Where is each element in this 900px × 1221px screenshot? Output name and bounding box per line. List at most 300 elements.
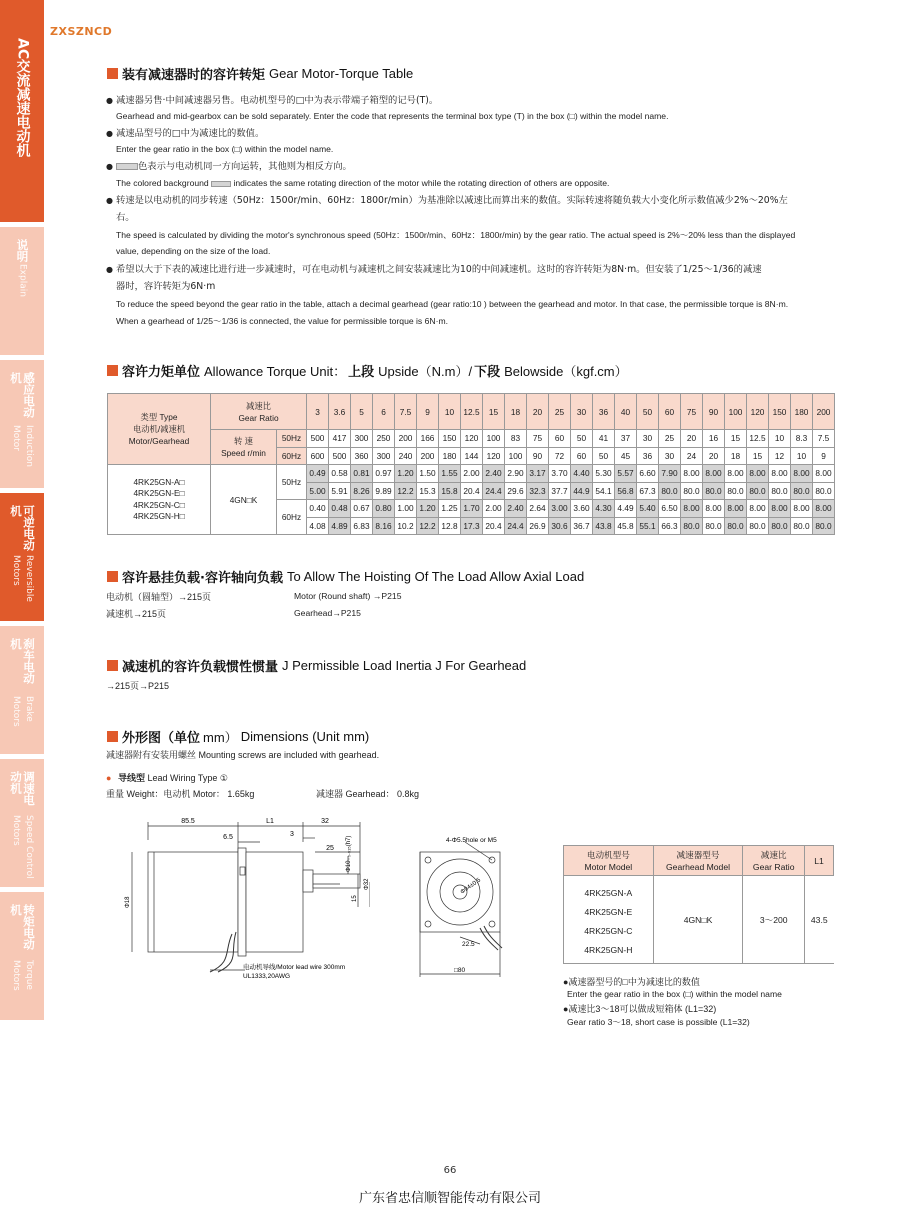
model-name: 4RK25GN-C□ <box>133 499 185 510</box>
t60-nm-cell: 2.40 <box>505 500 527 518</box>
speed-60-cell: 45 <box>615 447 637 465</box>
sidebar-item-label: 刹车电动机 <box>9 638 36 684</box>
dim-6-5: 6.5 <box>223 834 233 841</box>
speed-50-cell: 150 <box>439 430 461 448</box>
model-name: 4RK25GN-A□ <box>133 476 185 487</box>
speed-header <box>211 430 277 465</box>
speed-60-cell: 10 <box>791 447 813 465</box>
note-5-en-1: To reduce the speed beyond the gear ratio in the table, attach a decimal gearhead (gear ratio:10 ) between the gearhead and motor. In that case, the permissible torque is 8N·m. <box>116 299 789 309</box>
speed-60-cell: 18 <box>725 447 747 465</box>
t50-nm-cell: 0.49 <box>307 465 329 483</box>
sidebar-item-label: 感应电动机 <box>9 372 36 418</box>
speed-60-cell: 360 <box>351 447 373 465</box>
note-1-cn: 减速器另售·中间减速器另售。电动机型号的□中为表示带端子箱型的记号(T)。 <box>116 95 439 106</box>
speed-50-cell: 200 <box>395 430 417 448</box>
t50-nm-cell: 2.00 <box>461 465 483 483</box>
header-cn: 电动机型号 <box>586 849 630 860</box>
speed-50-cell: 50 <box>571 430 593 448</box>
t50-nm-cell: 3.17 <box>527 465 549 483</box>
section-title-en: Dimensions (Unit mm) <box>240 729 370 744</box>
t50-nm-cell: 8.00 <box>747 465 769 483</box>
speed-60-cell: 300 <box>373 447 395 465</box>
section-marker-icon <box>107 365 118 376</box>
t50-nm-cell: 8.00 <box>681 465 703 483</box>
t60-nm-cell: 2.00 <box>483 500 505 518</box>
t50-nm-cell: 8.00 <box>813 465 835 483</box>
mounting-note: 减速器附有安装用螺丝 Mounting screws are included with gearhead. <box>106 750 380 760</box>
bullet-icon: ● <box>106 265 113 274</box>
t60-kgf-cell: 4.08 <box>307 517 329 535</box>
section-marker-icon <box>107 660 118 671</box>
type-header-cn: 类型 Type <box>140 412 178 422</box>
speed-60-cell: 15 <box>747 447 769 465</box>
speed-50-cell: 16 <box>703 430 725 448</box>
speed-50-cell: 250 <box>373 430 395 448</box>
speed-header-cn: 转 速 <box>234 436 253 446</box>
t50-nm-cell: 5.30 <box>593 465 615 483</box>
t50-kgf-cell: 37.7 <box>549 482 571 500</box>
gear-ratio-cell: 100 <box>725 394 747 430</box>
model-name: 4RK25GN-H <box>584 944 633 955</box>
t50-nm-cell: 4.40 <box>571 465 593 483</box>
sidebar-item-speed-control-motors[interactable] <box>0 759 44 887</box>
section-title-en: Gear Motor-Torque Table <box>269 66 414 81</box>
t60-nm-cell: 1.00 <box>395 500 417 518</box>
speed-50-cell: 12.5 <box>747 430 769 448</box>
t50-kgf-cell: 9.89 <box>373 482 395 500</box>
gear-ratio-cell: 18 <box>505 394 527 430</box>
hz60-torque-label: 60Hz <box>277 500 307 535</box>
column-header: L1 <box>805 846 834 876</box>
speed-50-cell: 37 <box>615 430 637 448</box>
sidebar-item-label: 可逆电动机 <box>9 505 36 551</box>
gear-ratio-cell: 120 <box>747 394 769 430</box>
t60-nm-cell: 8.00 <box>725 500 747 518</box>
gear-ratio-cell: 200 <box>813 394 835 430</box>
t50-kgf-cell: 15.8 <box>439 482 461 500</box>
hz50-torque-label: 50Hz <box>277 465 307 500</box>
section-title-cn: 装有减速器时的容许转矩 <box>122 68 266 83</box>
pcd-label: Φ94±0.5 <box>459 877 483 896</box>
t50-nm-cell: 1.55 <box>439 465 461 483</box>
t60-nm-cell: 0.40 <box>307 500 329 518</box>
t60-nm-cell: 1.20 <box>417 500 439 518</box>
dim-shaft-dia: Φ10₋₀.₀₁₅(h7) <box>346 835 352 872</box>
t60-kgf-cell: 45.8 <box>615 517 637 535</box>
speed-50-cell: 100 <box>483 430 505 448</box>
dim-phi-18: Φ18 <box>125 896 131 908</box>
gear-ratio-cell: 30 <box>571 394 593 430</box>
t50-kgf-cell: 5.00 <box>307 482 329 500</box>
gear-ratio-cell: 150 <box>769 394 791 430</box>
dim-phi-32: Φ32 <box>364 878 370 890</box>
hz50-speed-label: 50Hz <box>277 430 307 448</box>
speed-50-cell: 75 <box>527 430 549 448</box>
t60-kgf-cell: 80.0 <box>769 517 791 535</box>
header-cn: 减速器型号 <box>676 849 720 860</box>
t60-kgf-cell: 80.0 <box>703 517 725 535</box>
note-2-en: Enter the gear ratio in the box (□) within the model name. <box>116 144 334 154</box>
section-marker-icon <box>107 731 118 742</box>
lead-type-cn: 导线型 <box>117 773 145 783</box>
lead-wire-label: 电动机导线/Motor lead wire 300mm <box>243 964 346 971</box>
note-4-cn-2: 右。 <box>116 212 135 223</box>
dim-32: 32 <box>321 818 329 825</box>
brand-logo: ZXSZNCD <box>50 25 113 38</box>
note-5-cn-2: 器时，容许转矩为6N·m <box>116 281 216 292</box>
sidebar-item-sublabel: Torque Motors <box>11 960 34 991</box>
t50-nm-cell: 0.58 <box>329 465 351 483</box>
section-title-torque <box>107 64 413 83</box>
t50-kgf-cell: 29.6 <box>505 482 527 500</box>
speed-50-cell: 30 <box>637 430 659 448</box>
gearhead-ref-cn: 减速机→215页 <box>106 609 167 619</box>
t50-nm-cell: 2.90 <box>505 465 527 483</box>
note-gear-ratio-en: Enter the gear ratio in the box (□) within the model name <box>567 989 782 999</box>
t50-nm-cell: 8.00 <box>791 465 813 483</box>
section-title-cn: 容许力矩单位 <box>122 365 201 380</box>
gear-ratio-cell: 60 <box>659 394 681 430</box>
t60-kgf-cell: 30.6 <box>549 517 571 535</box>
t50-kgf-cell: 80.0 <box>791 482 813 500</box>
note-4-en-2: value, depending on the size of the load. <box>116 246 271 256</box>
speed-60-cell: 30 <box>659 447 681 465</box>
note-short-case-cn: ●减速比3～18可以做成短箱体 (L1=32) <box>563 1004 717 1014</box>
t60-nm-cell: 0.48 <box>329 500 351 518</box>
page-number: 66 <box>443 1165 457 1176</box>
t60-kgf-cell: 80.0 <box>725 517 747 535</box>
motor-ref-cn: 电动机（圆轴型）→215页 <box>106 592 212 602</box>
sidebar-item-sublabel: Speed Control Motors <box>11 815 34 879</box>
gearhead-ref-en: Gearhead→P215 <box>294 608 361 618</box>
speed-50-cell: 300 <box>351 430 373 448</box>
model-name: 4RK25GN-C <box>584 925 633 936</box>
company-name: 广东省忠信顺智能传动有限公司 <box>358 1191 541 1206</box>
header-en: Gear Ratio <box>752 861 795 872</box>
sidebar-main-tab[interactable] <box>0 0 44 222</box>
type-header-en: Motor/Gearhead <box>128 436 190 446</box>
t60-nm-cell: 4.30 <box>593 500 615 518</box>
speed-50-cell: 20 <box>681 430 703 448</box>
t60-kgf-cell: 8.16 <box>373 517 395 535</box>
model-name: 4RK25GN-H□ <box>133 511 185 521</box>
speed-60-cell: 36 <box>637 447 659 465</box>
lead-wire-spec: UL1333,20AWG <box>243 973 291 980</box>
section-title-cn: 减速机的容许负载惯性惯量 <box>122 660 279 675</box>
t50-nm-cell: 0.81 <box>351 465 373 483</box>
t50-nm-cell: 5.57 <box>615 465 637 483</box>
note-5-en-2: When a gearhead of 1/25～1/36 is connected, the value for permissible torque is 6N·m. <box>116 316 448 326</box>
section-title-cn: 容许悬挂负载·容许轴向负载 <box>122 571 283 586</box>
t50-kgf-cell: 15.3 <box>417 482 439 500</box>
speed-50-cell: 60 <box>549 430 571 448</box>
dim-3: 3 <box>290 831 294 838</box>
t50-kgf-cell: 44.9 <box>571 482 593 500</box>
note-3-cn <box>116 160 836 173</box>
gear-ratio-cell: 9 <box>417 394 439 430</box>
t60-kgf-cell: 17.3 <box>461 517 483 535</box>
speed-50-cell: 41 <box>593 430 615 448</box>
note-3-en-a: The colored background <box>116 178 209 188</box>
header-en: Gearhead Model <box>666 861 731 872</box>
sidebar-item-sublabel: Reversible Motors <box>11 554 34 602</box>
t50-kgf-cell: 8.26 <box>351 482 373 500</box>
hz60-speed-label: 60Hz <box>277 447 307 465</box>
note-1-en: Gearhead and mid-gearbox can be sold separately. Enter the code that represents the terminal box type (T) in the box (□) within the model name. <box>116 111 669 121</box>
gear-ratio-cell: 180 <box>791 394 813 430</box>
sidebar-item-induction-motor[interactable] <box>0 360 44 488</box>
type-header <box>108 394 211 465</box>
t50-kgf-cell: 24.4 <box>483 482 505 500</box>
inertia-ref: →215页→P215 <box>106 681 170 691</box>
section-title-mm: mm） <box>203 730 238 745</box>
note-2-cn: 减速品型号的□中为减速比的数值。 <box>116 128 265 139</box>
speed-60-cell: 600 <box>307 447 329 465</box>
t50-kgf-cell: 80.0 <box>659 482 681 500</box>
speed-50-cell: 500 <box>307 430 329 448</box>
t50-kgf-cell: 12.2 <box>395 482 417 500</box>
speed-60-cell: 144 <box>461 447 483 465</box>
t50-kgf-cell: 54.1 <box>593 482 615 500</box>
t60-nm-cell: 3.00 <box>549 500 571 518</box>
gear-ratio-cell: 25 <box>549 394 571 430</box>
t50-kgf-cell: 32.3 <box>527 482 549 500</box>
t60-kgf-cell: 43.8 <box>593 517 615 535</box>
t60-kgf-cell: 66.3 <box>659 517 681 535</box>
sidebar-item-label: 调速电动机 <box>9 771 36 806</box>
ratio-header <box>211 394 307 430</box>
speed-60-cell: 60 <box>571 447 593 465</box>
column-header <box>564 846 654 876</box>
motor-weight: 重量 Weight：电动机 Motor： 1.65kg <box>106 789 255 799</box>
speed-50-cell: 25 <box>659 430 681 448</box>
side-view-drawing <box>100 812 370 987</box>
t60-kgf-cell: 6.83 <box>351 517 373 535</box>
gear-ratio-cell: 10 <box>439 394 461 430</box>
lead-type-en: Lead Wiring Type ① <box>147 773 228 783</box>
t50-nm-cell: 2.40 <box>483 465 505 483</box>
t50-kgf-cell: 67.3 <box>637 482 659 500</box>
upside-label-en: Upside（N.m）/ <box>378 364 473 379</box>
bullet-icon: ● <box>106 96 113 105</box>
l1-cell: 43.5 <box>805 876 834 964</box>
section-marker-icon <box>107 68 118 79</box>
gear-ratio-cell: 12.5 <box>461 394 483 430</box>
sidebar-item-brake-motors[interactable] <box>0 626 44 754</box>
t60-kgf-cell: 36.7 <box>571 517 593 535</box>
t60-kgf-cell: 24.4 <box>505 517 527 535</box>
front-view-drawing <box>410 832 520 982</box>
model-table <box>563 845 834 964</box>
gear-ratio-cell: 7.5 <box>395 394 417 430</box>
speed-header-en: Speed r/min <box>221 448 266 458</box>
table-row <box>564 846 834 876</box>
speed-60-cell: 12 <box>769 447 791 465</box>
t50-kgf-cell: 5.91 <box>329 482 351 500</box>
sidebar-item-label: 说明 <box>15 239 30 262</box>
t50-nm-cell: 8.00 <box>703 465 725 483</box>
gear-ratio-cell: 90 <box>703 394 725 430</box>
speed-60-cell: 72 <box>549 447 571 465</box>
gearhead-weight: 减速器 Gearhead： 0.8kg <box>316 789 420 799</box>
section-title-allowance <box>107 361 628 380</box>
t60-nm-cell: 0.67 <box>351 500 373 518</box>
model-name: 4RK25GN-E <box>584 906 633 917</box>
t50-kgf-cell: 80.0 <box>681 482 703 500</box>
gearhead-model-cell: 4GN□K <box>653 876 743 964</box>
section-title-en: J Permissible Load Inertia J For Gearhead <box>282 658 527 673</box>
t50-nm-cell: 1.20 <box>395 465 417 483</box>
t60-kgf-cell: 12.8 <box>439 517 461 535</box>
t60-nm-cell: 1.70 <box>461 500 483 518</box>
note-3-cn-text: 色表示与电动机同一方向运转，其他则为相反方向。 <box>138 161 352 172</box>
model-name: 4RK25GN-E□ <box>133 488 185 498</box>
header-en: Motor Model <box>584 861 633 872</box>
speed-60-cell: 180 <box>439 447 461 465</box>
sidebar-item-sublabel: Induction Motor <box>11 425 34 468</box>
shade-swatch <box>211 181 231 187</box>
t50-kgf-cell: 80.0 <box>769 482 791 500</box>
t50-kgf-cell: 80.0 <box>703 482 725 500</box>
t60-nm-cell: 6.50 <box>659 500 681 518</box>
speed-50-cell: 417 <box>329 430 351 448</box>
t50-kgf-cell: 80.0 <box>813 482 835 500</box>
speed-60-cell: 100 <box>505 447 527 465</box>
motor-model-cell <box>564 876 654 964</box>
speed-50-cell: 166 <box>417 430 439 448</box>
t50-nm-cell: 8.00 <box>769 465 791 483</box>
gear-ratio-cell: 3.6 <box>329 394 351 430</box>
type-header-cn2: 电动机/减速机 <box>132 424 186 434</box>
gear-ratio-cell: 15 <box>483 394 505 430</box>
t50-nm-cell: 7.90 <box>659 465 681 483</box>
t50-nm-cell: 6.60 <box>637 465 659 483</box>
dim-22-5: 22.5 <box>462 941 475 948</box>
t60-nm-cell: 0.80 <box>373 500 395 518</box>
t60-nm-cell: 8.00 <box>703 500 725 518</box>
gear-ratio-cell: 40 <box>615 394 637 430</box>
t60-nm-cell: 8.00 <box>791 500 813 518</box>
speed-50-cell: 7.5 <box>813 430 835 448</box>
speed-60-cell: 50 <box>593 447 615 465</box>
t60-nm-cell: 8.00 <box>813 500 835 518</box>
section-title-cn: 外形图（单位 <box>122 731 201 746</box>
sidebar-item-explain[interactable] <box>0 227 44 355</box>
dim-85-5: 85.5 <box>181 818 195 825</box>
t60-nm-cell: 8.00 <box>681 500 703 518</box>
note-4-cn-1: 转速是以电动机的同步转速（50Hz：1500r/min、60Hz：1800r/min）为基准除以减速比而算出来的数值。实际转速将随负载大小变化所示数值减少2%～20%左 <box>116 195 788 206</box>
t60-nm-cell: 8.00 <box>747 500 769 518</box>
table-row <box>108 465 835 483</box>
gear-ratio-cell: 36 <box>593 394 615 430</box>
note-short-case-en: Gear ratio 3～18, short case is possible (L1=32) <box>567 1017 750 1027</box>
section-marker-icon <box>107 571 118 582</box>
t50-kgf-cell: 20.4 <box>461 482 483 500</box>
belowside-label-cn: 下段 <box>474 365 501 380</box>
note-gear-ratio-cn: ●减速器型号的□中为减速比的数值 <box>563 977 700 987</box>
note-4-en-1: The speed is calculated by dividing the motor's synchronous speed (50Hz：1500r/min、60Hz：1800r/min) by the gear ratio. The actual speed is 2%～20% less than the displayed <box>116 230 796 240</box>
speed-60-cell: 20 <box>703 447 725 465</box>
lead-wiring-type <box>106 771 228 784</box>
t50-nm-cell: 1.50 <box>417 465 439 483</box>
gear-ratio-cell: 20 <box>527 394 549 430</box>
t60-nm-cell: 2.64 <box>527 500 549 518</box>
mounting-hole-label: 4-Φ5.5hole or M5 <box>446 837 497 844</box>
t50-kgf-cell: 80.0 <box>725 482 747 500</box>
speed-60-cell: 500 <box>329 447 351 465</box>
t60-kgf-cell: 26.9 <box>527 517 549 535</box>
bullet-icon: ● <box>106 129 113 138</box>
t60-nm-cell: 5.40 <box>637 500 659 518</box>
gear-ratio-cell: 50 <box>637 394 659 430</box>
motor-ref-en: Motor (Round shaft) →P215 <box>294 591 402 601</box>
column-header <box>743 846 805 876</box>
t60-kgf-cell: 80.0 <box>681 517 703 535</box>
column-header <box>653 846 743 876</box>
t60-kgf-cell: 80.0 <box>747 517 769 535</box>
sidebar <box>0 0 44 1020</box>
upside-label-cn: 上段 <box>348 365 375 380</box>
t50-nm-cell: 0.97 <box>373 465 395 483</box>
speed-60-cell: 200 <box>417 447 439 465</box>
t50-kgf-cell: 80.0 <box>747 482 769 500</box>
note-3-en-b: indicates the same rotating direction of the motor while the rotating direction of others are opposite. <box>233 178 610 188</box>
sidebar-item-sublabel: Explain <box>17 264 28 297</box>
ratio-header-cn: 减速比 <box>246 400 271 411</box>
speed-50-cell: 83 <box>505 430 527 448</box>
speed-60-cell: 9 <box>813 447 835 465</box>
gear-ratio-cell: 5 <box>351 394 373 430</box>
sidebar-main-label: AC交流减速电动机 <box>14 38 31 158</box>
section-title-en: Allowance Torque Unit： <box>204 364 347 379</box>
section-title-en: To Allow The Hoisting Of The Load Allow Axial Load <box>286 569 585 584</box>
speed-60-cell: 120 <box>483 447 505 465</box>
t60-kgf-cell: 10.2 <box>395 517 417 535</box>
shade-swatch <box>116 163 138 170</box>
gear-ratio-cell: 3～200 <box>743 876 805 964</box>
section-title-hoisting <box>107 567 584 586</box>
note-5-cn-1: 希望以大于下表的减速比进行进一步减速时，可在电动机与减速机之间安装减速比为10的中间减速机。这时的容许转矩为8N·m。但安装了1/25～1/36的减速 <box>116 264 762 275</box>
t60-kgf-cell: 55.1 <box>637 517 659 535</box>
torque-table <box>107 393 835 535</box>
speed-50-cell: 15 <box>725 430 747 448</box>
t60-kgf-cell: 80.0 <box>813 517 835 535</box>
t60-nm-cell: 1.25 <box>439 500 461 518</box>
belowside-label-en: Belowside（kgf.cm） <box>504 364 628 379</box>
dim-15: 15 <box>352 895 358 902</box>
speed-50-cell: 120 <box>461 430 483 448</box>
speed-60-cell: 90 <box>527 447 549 465</box>
motor-models-cell <box>108 465 211 535</box>
model-name: 4RK25GN-A <box>584 887 633 898</box>
gear-ratio-cell: 3 <box>307 394 329 430</box>
ratio-header-en: Gear Ratio <box>238 412 279 423</box>
t50-kgf-cell: 56.8 <box>615 482 637 500</box>
speed-60-cell: 24 <box>681 447 703 465</box>
bullet-icon: ● <box>106 773 112 783</box>
table-row <box>108 430 835 448</box>
sidebar-item-reversible-motors[interactable] <box>0 493 44 621</box>
speed-50-cell: 8.3 <box>791 430 813 448</box>
table-row <box>564 876 834 964</box>
t60-kgf-cell: 4.89 <box>329 517 351 535</box>
sidebar-item-torque-motors[interactable] <box>0 892 44 1020</box>
speed-50-cell: 10 <box>769 430 791 448</box>
speed-60-cell: 240 <box>395 447 417 465</box>
sidebar-item-label: 转矩电动机 <box>9 904 36 950</box>
section-title-inertia <box>107 656 526 675</box>
t60-kgf-cell: 20.4 <box>483 517 505 535</box>
